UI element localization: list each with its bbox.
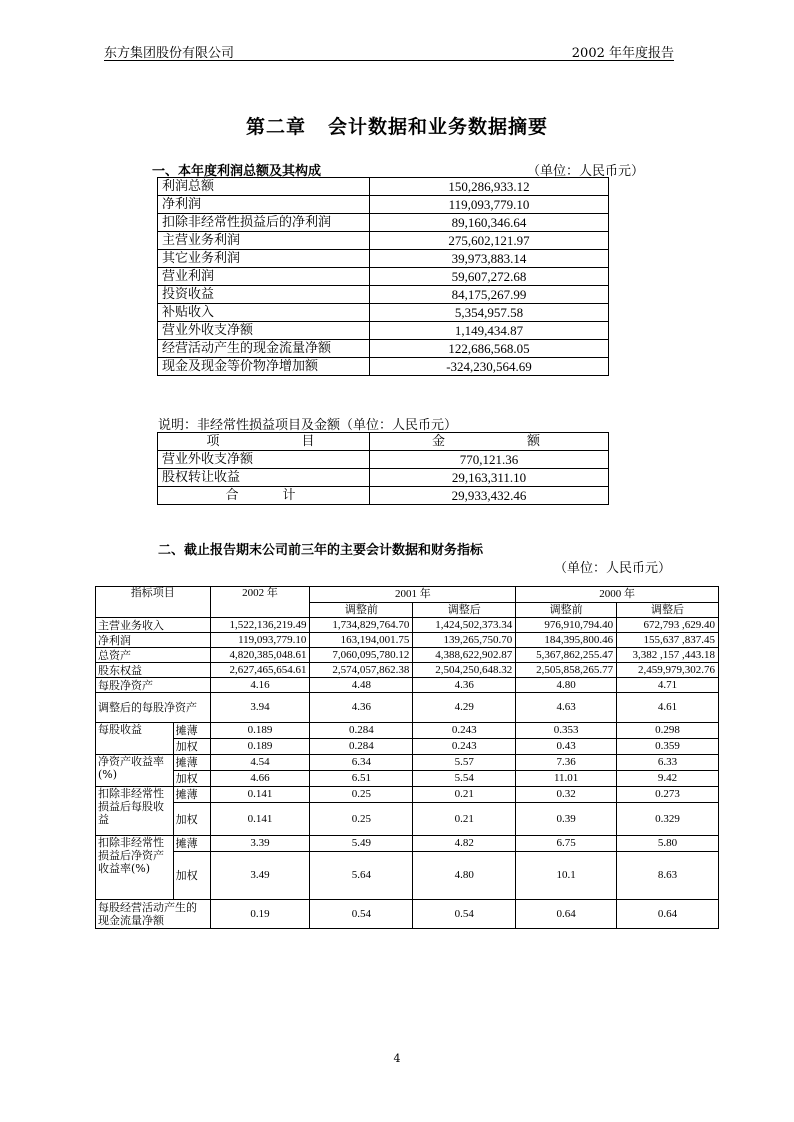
row-value: 155,637 ,837.45 xyxy=(617,633,719,648)
page-number: 4 xyxy=(393,1052,401,1065)
table-row xyxy=(158,340,609,358)
row-value: 11.01 xyxy=(516,771,617,787)
row-value: 119,093,779.10 xyxy=(210,633,310,648)
row-value: 4.36 xyxy=(413,678,516,693)
row-value: 0.141 xyxy=(210,803,310,836)
row-label: 营业利润 xyxy=(158,268,370,286)
row-value: 2,627,465,654.61 xyxy=(210,663,310,678)
header-amount: 金 额 xyxy=(370,433,609,451)
table-header-row xyxy=(158,433,609,451)
row-sublabel: 摊薄 xyxy=(173,723,210,739)
row-value: 2,574,057,862.38 xyxy=(310,663,413,678)
header-2001-after: 调整后 xyxy=(413,603,516,618)
row-label: 营业外收支净额 xyxy=(158,322,370,340)
row-label: 净利润 xyxy=(96,633,211,648)
table-row xyxy=(96,803,719,836)
note-text: 说明：非经常性损益项目及金额（单位：人民币元） xyxy=(158,418,458,433)
row-value: 2,504,250,648.32 xyxy=(413,663,516,678)
row-value: 0.25 xyxy=(310,787,413,803)
row-value: 5.57 xyxy=(413,755,516,771)
row-value: 139,265,750.70 xyxy=(413,633,516,648)
company-name: 东方集团股份有限公司 xyxy=(104,46,235,61)
row-sublabel: 加权 xyxy=(173,739,210,755)
row-label: 利润总额 xyxy=(158,178,370,196)
row-value: 4,388,622,902.87 xyxy=(413,648,516,663)
row-value: 0.64 xyxy=(516,900,617,929)
row-label: 主营业务收入 xyxy=(96,618,211,633)
row-sublabel: 摊薄 xyxy=(173,787,210,803)
header-2002: 2002 年 xyxy=(210,587,310,618)
row-value: 4.61 xyxy=(617,693,719,723)
row-value: 275,602,121.97 xyxy=(370,232,609,250)
row-value: 0.273 xyxy=(617,787,719,803)
row-value: 7,060,095,780.12 xyxy=(310,648,413,663)
table-row xyxy=(158,232,609,250)
row-value: 672,793 ,629.40 xyxy=(617,618,719,633)
row-value: 163,194,001.75 xyxy=(310,633,413,648)
row-label: 经营活动产生的现金流量净额 xyxy=(158,340,370,358)
header-2000-before: 调整前 xyxy=(516,603,617,618)
page-header xyxy=(104,40,674,61)
row-sublabel: 摊薄 xyxy=(173,836,210,852)
row-value: 6.75 xyxy=(516,836,617,852)
row-value: 10.1 xyxy=(516,852,617,900)
row-value: 0.21 xyxy=(413,803,516,836)
table-row xyxy=(158,304,609,322)
row-label: 每股收益 xyxy=(96,723,174,755)
page-title xyxy=(0,112,794,139)
row-value: 1,149,434.87 xyxy=(370,322,609,340)
row-value: 3.39 xyxy=(210,836,310,852)
profit-table xyxy=(157,177,609,376)
table-row xyxy=(158,322,609,340)
row-value: 2,459,979,302.76 xyxy=(617,663,719,678)
row-label: 其它业务利润 xyxy=(158,250,370,268)
row-label: 总资产 xyxy=(96,648,211,663)
row-sublabel: 摊薄 xyxy=(173,755,210,771)
section1-unit: （单位：人民币元） xyxy=(526,164,644,179)
row-value: -324,230,564.69 xyxy=(370,358,609,376)
row-value: 0.284 xyxy=(310,723,413,739)
table-row xyxy=(96,663,719,678)
row-value: 0.243 xyxy=(413,723,516,739)
table-row xyxy=(158,268,609,286)
table-row xyxy=(96,633,719,648)
row-value: 6.51 xyxy=(310,771,413,787)
row-value: 0.43 xyxy=(516,739,617,755)
table-header-row xyxy=(96,587,719,603)
row-value: 4,820,385,048.61 xyxy=(210,648,310,663)
row-value: 4.66 xyxy=(210,771,310,787)
header-2000: 2000 年 xyxy=(516,587,719,603)
row-value: 122,686,568.05 xyxy=(370,340,609,358)
table-row xyxy=(158,469,609,487)
row-value: 1,734,829,764.70 xyxy=(310,618,413,633)
row-value: 5.49 xyxy=(310,836,413,852)
row-value: 4.82 xyxy=(413,836,516,852)
header-item: 指标项目 xyxy=(96,587,211,618)
row-label: 净利润 xyxy=(158,196,370,214)
report-name: 2002 年年度报告 xyxy=(571,46,674,61)
table-row xyxy=(96,771,719,787)
table-row xyxy=(96,618,719,633)
section2-unit: （单位：人民币元） xyxy=(553,561,671,576)
row-value: 29,163,311.10 xyxy=(370,469,609,487)
table-row xyxy=(96,755,719,771)
table-row xyxy=(158,178,609,196)
row-value: 0.353 xyxy=(516,723,617,739)
row-label: 扣除非经常性损益后每股收益 xyxy=(96,787,174,836)
row-value: 84,175,267.99 xyxy=(370,286,609,304)
row-value: 1,522,136,219.49 xyxy=(210,618,310,633)
row-value: 0.25 xyxy=(310,803,413,836)
row-value: 4.80 xyxy=(516,678,617,693)
table-row xyxy=(96,836,719,852)
row-value: 1,424,502,373.34 xyxy=(413,618,516,633)
row-value: 0.32 xyxy=(516,787,617,803)
row-value: 770,121.36 xyxy=(370,451,609,469)
row-value: 0.284 xyxy=(310,739,413,755)
row-value: 4.29 xyxy=(413,693,516,723)
row-label: 扣除非经常性损益后的净利润 xyxy=(158,214,370,232)
row-value: 0.329 xyxy=(617,803,719,836)
row-value: 39,973,883.14 xyxy=(370,250,609,268)
total-label: 合 计 xyxy=(158,487,370,505)
financial-indicators-table xyxy=(95,586,719,929)
row-value: 5.80 xyxy=(617,836,719,852)
row-label: 扣除非经常性损益后净资产收益率(%) xyxy=(96,836,174,900)
row-value: 5.64 xyxy=(310,852,413,900)
row-value: 0.64 xyxy=(617,900,719,929)
table-row xyxy=(158,250,609,268)
total-value: 29,933,432.46 xyxy=(370,487,609,505)
table-row xyxy=(96,678,719,693)
row-sublabel: 加权 xyxy=(173,771,210,787)
section1-heading: 一、本年度利润总额及其构成 xyxy=(152,164,322,179)
table-row xyxy=(96,852,719,900)
table-row xyxy=(96,723,719,739)
row-value: 3.94 xyxy=(210,693,310,723)
table-row xyxy=(158,451,609,469)
row-value: 6.33 xyxy=(617,755,719,771)
total-row xyxy=(158,487,609,505)
row-value: 5,367,862,255.47 xyxy=(516,648,617,663)
row-label: 补贴收入 xyxy=(158,304,370,322)
row-value: 3,382 ,157 ,443.18 xyxy=(617,648,719,663)
row-value: 6.34 xyxy=(310,755,413,771)
row-value: 119,093,779.10 xyxy=(370,196,609,214)
table-row xyxy=(158,196,609,214)
section2-heading: 二、截止报告期末公司前三年的主要会计数据和财务指标 xyxy=(158,543,484,558)
row-value: 0.54 xyxy=(310,900,413,929)
table-row xyxy=(158,214,609,232)
row-value: 4.71 xyxy=(617,678,719,693)
row-value: 3.49 xyxy=(210,852,310,900)
row-value: 0.54 xyxy=(413,900,516,929)
row-label: 营业外收支净额 xyxy=(158,451,370,469)
row-value: 8.63 xyxy=(617,852,719,900)
table-row xyxy=(158,286,609,304)
row-value: 4.54 xyxy=(210,755,310,771)
row-value: 0.19 xyxy=(210,900,310,929)
table-row xyxy=(158,358,609,376)
row-value: 4.36 xyxy=(310,693,413,723)
row-value: 976,910,794.40 xyxy=(516,618,617,633)
header-2001-before: 调整前 xyxy=(310,603,413,618)
header-2000-after: 调整后 xyxy=(617,603,719,618)
table-row xyxy=(96,739,719,755)
row-value: 184,395,800.46 xyxy=(516,633,617,648)
row-value: 4.48 xyxy=(310,678,413,693)
row-value: 4.80 xyxy=(413,852,516,900)
table-row xyxy=(96,648,719,663)
table-row xyxy=(96,787,719,803)
chapter-number: 第二章 xyxy=(245,116,306,138)
row-value: 0.21 xyxy=(413,787,516,803)
row-sublabel: 加权 xyxy=(173,803,210,836)
row-label: 现金及现金等价物净增加额 xyxy=(158,358,370,376)
table-row xyxy=(96,900,719,929)
row-value: 5,354,957.58 xyxy=(370,304,609,322)
row-label: 每股净资产 xyxy=(96,678,211,693)
row-value: 59,607,272.68 xyxy=(370,268,609,286)
row-value: 0.39 xyxy=(516,803,617,836)
header-item: 项 目 xyxy=(158,433,370,451)
row-label: 净资产收益率(%) xyxy=(96,755,174,787)
row-value: 2,505,858,265.77 xyxy=(516,663,617,678)
row-value: 4.63 xyxy=(516,693,617,723)
row-value: 0.298 xyxy=(617,723,719,739)
row-label: 股权转让收益 xyxy=(158,469,370,487)
row-value: 0.359 xyxy=(617,739,719,755)
row-value: 0.189 xyxy=(210,723,310,739)
row-value: 0.141 xyxy=(210,787,310,803)
row-value: 89,160,346.64 xyxy=(370,214,609,232)
row-label: 主营业务利润 xyxy=(158,232,370,250)
row-value: 5.54 xyxy=(413,771,516,787)
row-sublabel: 加权 xyxy=(173,852,210,900)
row-label: 投资收益 xyxy=(158,286,370,304)
row-value: 0.189 xyxy=(210,739,310,755)
row-value: 7.36 xyxy=(516,755,617,771)
header-2001: 2001 年 xyxy=(310,587,516,603)
row-value: 0.243 xyxy=(413,739,516,755)
chapter-title: 会计数据和业务数据摘要 xyxy=(328,116,549,138)
row-label: 每股经营活动产生的现金流量净额 xyxy=(96,900,211,929)
row-value: 150,286,933.12 xyxy=(370,178,609,196)
row-label: 调整后的每股净资产 xyxy=(96,693,211,723)
row-value: 9.42 xyxy=(617,771,719,787)
table-row xyxy=(96,693,719,723)
row-value: 4.16 xyxy=(210,678,310,693)
non-recurring-table xyxy=(157,432,609,505)
row-label: 股东权益 xyxy=(96,663,211,678)
